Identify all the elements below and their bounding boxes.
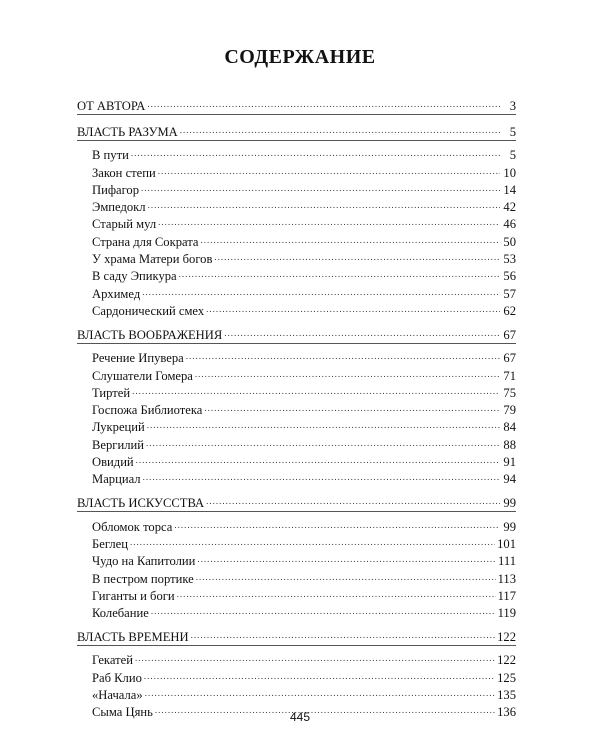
- dot-leader: [136, 453, 500, 467]
- toc-entry-page: 94: [503, 472, 516, 487]
- dot-leader: [135, 651, 495, 665]
- toc-entry: [77, 452, 516, 469]
- toc-entry-title: Страна для Сократа: [92, 234, 199, 249]
- toc-entry-title: Обломок торса: [92, 519, 173, 534]
- table-of-contents: [77, 94, 516, 719]
- toc-entry-page: 119: [497, 606, 516, 621]
- toc-entry-page: 46: [503, 217, 516, 232]
- dot-leader: [158, 164, 500, 178]
- dot-leader: [197, 552, 496, 566]
- toc-entry-title: Раб Клио: [92, 670, 142, 685]
- dot-leader: [147, 97, 500, 111]
- toc-section-page: 3: [509, 99, 516, 113]
- toc-entry-page: 75: [503, 385, 516, 400]
- toc-entry: [77, 383, 516, 400]
- toc-entry: [77, 534, 516, 551]
- toc-entry-page: 62: [503, 303, 516, 318]
- toc-entry-page: 111: [498, 554, 516, 569]
- toc-section: [77, 491, 516, 512]
- toc-entry-page: 135: [497, 688, 516, 703]
- toc-entry: [77, 145, 516, 162]
- toc-entry-title: Эмпедокл: [92, 200, 146, 215]
- toc-section: [77, 323, 516, 344]
- toc-entry-title: В пути: [92, 148, 129, 163]
- toc-entry-page: 5: [509, 148, 516, 163]
- page-title: СОДЕРЖАНИЕ: [224, 46, 376, 68]
- toc-entry-page: 91: [503, 455, 516, 470]
- toc-entry-title: Пифагор: [92, 182, 140, 197]
- toc-entry: [77, 214, 516, 231]
- toc-entry: [77, 365, 516, 382]
- toc-section-title: ВЛАСТЬ РАЗУМА: [77, 125, 178, 139]
- toc-entry-page: 14: [503, 182, 516, 197]
- toc-entry: [77, 231, 516, 248]
- dot-leader: [158, 215, 500, 229]
- toc-entry-page: 57: [503, 286, 516, 301]
- toc-entry-page: 42: [503, 200, 516, 215]
- toc-entry-title: Вергилий: [92, 437, 144, 452]
- dot-leader: [145, 686, 495, 700]
- toc-section-page: 67: [503, 327, 516, 342]
- toc-section-page: 99: [503, 496, 516, 511]
- toc-section-title: ВЛАСТЬ ВООБРАЖЕНИЯ: [77, 327, 223, 342]
- dot-leader: [142, 285, 500, 299]
- dot-leader: [196, 570, 496, 584]
- toc-entry-title: Сардонический смех: [92, 303, 205, 318]
- toc-entry-page: 117: [497, 588, 516, 603]
- dot-leader: [130, 535, 495, 549]
- page-number: 445: [289, 710, 311, 724]
- toc-entry-title: У храма Матери богов: [92, 252, 213, 267]
- toc-entry: [77, 568, 516, 585]
- dot-leader: [174, 518, 500, 532]
- toc-entry: [77, 603, 516, 620]
- dot-leader: [224, 326, 500, 340]
- toc-entry-page: 79: [503, 403, 516, 418]
- toc-entry-title: Закон степи: [92, 165, 156, 180]
- dot-leader: [201, 233, 500, 247]
- toc-entry-page: 136: [497, 705, 516, 720]
- toc-entry: [77, 417, 516, 434]
- dot-leader: [206, 494, 500, 508]
- toc-entry: [77, 249, 516, 266]
- toc-section-title: ОТ АВТОРА: [77, 99, 146, 113]
- dot-leader: [195, 367, 500, 381]
- toc-entry-page: 125: [497, 670, 516, 685]
- toc-entry: [77, 685, 516, 702]
- toc-entry-title: Лукреций: [92, 420, 145, 435]
- toc-entry-title: Госпожа Библиотека: [92, 403, 203, 418]
- toc-entry: [77, 400, 516, 417]
- toc-entry: [77, 348, 516, 365]
- toc-entry: [77, 180, 516, 197]
- toc-section-page: 122: [497, 630, 516, 645]
- toc-entry-title: Беглец: [92, 536, 128, 551]
- toc-section: [77, 120, 516, 141]
- toc-entry-page: 67: [503, 351, 516, 366]
- dot-leader: [191, 628, 496, 642]
- toc-entry-page: 113: [497, 571, 516, 586]
- toc-entry-page: 56: [503, 269, 516, 284]
- toc-entry-page: 53: [503, 252, 516, 267]
- dot-leader: [132, 384, 500, 398]
- dot-leader: [146, 436, 500, 450]
- toc-entry-page: 50: [503, 234, 516, 249]
- toc-entry: [77, 266, 516, 283]
- toc-entry-title: Овидий: [92, 455, 134, 470]
- toc-entry: [77, 586, 516, 603]
- toc-entry: [77, 283, 516, 300]
- toc-entry-page: 122: [497, 653, 516, 668]
- toc-entry-title: Гиганты и боги: [92, 588, 175, 603]
- dot-leader: [143, 470, 500, 484]
- toc-entry-title: Речение Ипувера: [92, 351, 184, 366]
- toc-entry-title: В пестром портике: [92, 571, 194, 586]
- toc-entry: [77, 197, 516, 214]
- dot-leader: [148, 198, 500, 212]
- toc-entry: [77, 650, 516, 667]
- toc-entry-page: 71: [503, 368, 516, 383]
- dot-leader: [214, 250, 500, 264]
- toc-entry-page: 99: [503, 519, 516, 534]
- toc-entry: [77, 551, 516, 568]
- dot-leader: [141, 181, 500, 195]
- toc-entry-title: Старый мул: [92, 217, 157, 232]
- toc-entry-title: Марциал: [92, 472, 141, 487]
- toc-entry: [77, 301, 516, 318]
- toc-section: [77, 94, 516, 115]
- toc-section-title: ВЛАСТЬ ВРЕМЕНИ: [77, 630, 189, 645]
- toc-entry-page: 101: [497, 536, 516, 551]
- toc-entry-title: Архимед: [92, 286, 141, 301]
- toc-entry-title: Колебание: [92, 606, 149, 621]
- dot-leader: [186, 349, 500, 363]
- toc-entry-page: 84: [503, 420, 516, 435]
- dot-leader: [147, 418, 500, 432]
- toc-entry: [77, 434, 516, 451]
- toc-entry-page: 10: [503, 165, 516, 180]
- toc-entry-page: 88: [503, 437, 516, 452]
- toc-entry: [77, 516, 516, 533]
- toc-entry: [77, 667, 516, 684]
- toc-entry: [77, 469, 516, 486]
- dot-leader: [177, 587, 496, 601]
- toc-entry-title: Гекатей: [92, 653, 133, 668]
- toc-section: [77, 625, 516, 646]
- toc-entry-title: «Начала»: [92, 688, 143, 703]
- toc-entry-title: В саду Эпикура: [92, 269, 177, 284]
- toc-entry-title: Тиртей: [92, 385, 131, 400]
- dot-leader: [204, 401, 500, 415]
- dot-leader: [206, 302, 500, 316]
- toc-entry-title: Сыма Цянь: [92, 705, 153, 720]
- toc-section-page: 5: [509, 125, 516, 139]
- dot-leader: [179, 267, 500, 281]
- dot-leader: [131, 146, 500, 160]
- toc-entry-title: Чудо на Капитолии: [92, 554, 196, 569]
- toc-entry-title: Слушатели Гомера: [92, 368, 193, 383]
- dot-leader: [144, 669, 495, 683]
- dot-leader: [180, 123, 500, 137]
- toc-entry: [77, 162, 516, 179]
- toc-section-title: ВЛАСТЬ ИСКУССТВА: [77, 496, 205, 511]
- dot-leader: [151, 604, 496, 618]
